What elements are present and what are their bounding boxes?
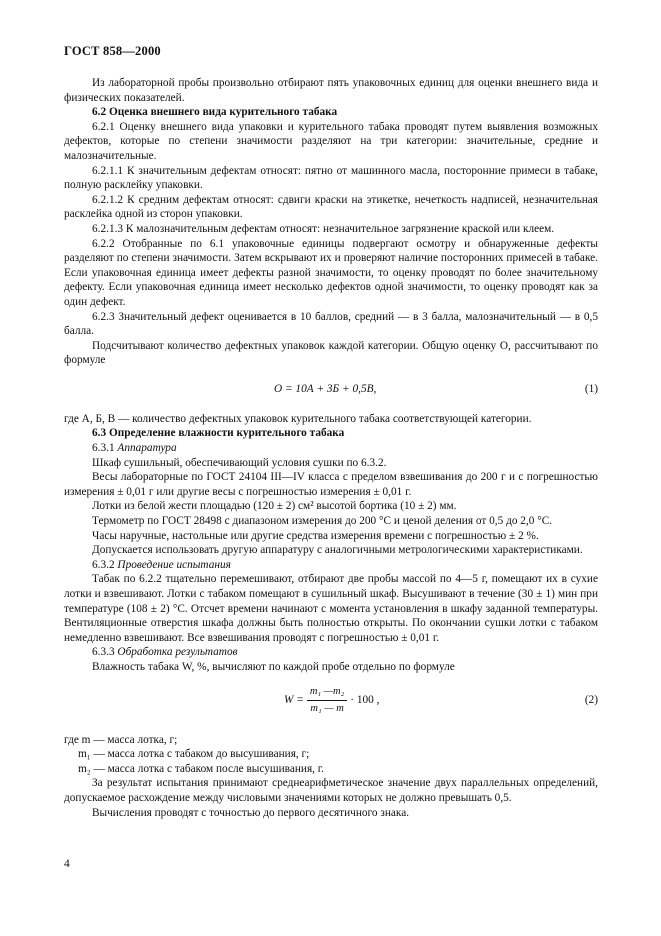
paragraph-procedure: Табак по 6.2.2 тщательно перемешивают, отбирают две пробы массой по 4—5 г, помещают их в сухие лотки и взвешивают. Лотки с табаком помещают в сушильный шкаф. Высушивают в течение (30 ± 1) мин при температуре (108 ± 2) °С. Отсчет времени начинают с момента установления в шкафу заданной температуры. Вентиляционные отверстия шкафа должны быть полностью открыты. По окончании сушки лотки с табаком немедленно взвешивают. Все взвешивания проводят с погрешностью ± 0,01 г.: [64, 573, 598, 644]
subsection-6-3-1-title: Аппаратура: [117, 442, 177, 455]
paragraph-calculation: Вычисления проводят с точностью до первого десятичного знака.: [92, 806, 410, 819]
formula-2-tail: · 100 ,: [350, 694, 380, 707]
paragraph-clock: Часы наручные, настольные или другие средства измерения времени с погрешностью ± 2 %.: [92, 529, 539, 542]
subsection-6-3-3-title: Обработка результатов: [117, 646, 238, 659]
subsection-6-3-3-number: 6.3.3: [92, 646, 115, 659]
paragraph-trays: Лотки из белой жести площадью (120 ± 2) см² высотой бортика (10 ± 2) мм.: [92, 500, 457, 513]
paragraph-6-2-1-2: 6.2.1.2 К средним дефектам относят: сдвиги краски на этикетке, нечеткость надписей, незначительная расклейка одной из сторон упаковки.: [64, 193, 598, 221]
where-m2: m₂ — масса лотка с табаком после высушивания, г.: [78, 762, 324, 775]
subsection-6-3-2-number: 6.3.2: [92, 558, 115, 571]
paragraph-moisture: Влажность табака W, %, вычисляют по каждой пробе отдельно по формуле: [92, 660, 455, 673]
paragraph-6-2-3: 6.2.3 Значительный дефект оценивается в 10 баллов, средний — в 3 балла, малозначительный — в 0,5 балла.: [64, 310, 598, 338]
subsection-6-3-2-title: Проведение испытания: [117, 558, 231, 571]
paragraph-scales: Весы лабораторные по ГОСТ 24104 III—IV класса с пределом взвешивания до 200 г и с погрешностью измерения ± 0,01 г или другие весы с погрешностью измерения ± 0,01 г.: [64, 471, 598, 498]
paragraph-count: Подсчитывают количество дефектных упаковок каждой категории. Общую оценку О, рассчитывают по формуле: [64, 339, 598, 367]
paragraph-alt-equipment: Допускается использовать другую аппаратуру с аналогичными метрологическими характеристиками.: [92, 544, 583, 557]
where-m: где m — масса лотка, г;: [64, 733, 178, 746]
paragraph-where-1: где А, Б, В — количество дефектных упаковок курительного табака соответствующей категории.: [64, 412, 532, 425]
paragraph-result: За результат испытания принимают среднеарифметическое значение двух параллельных определений, допускаемое расхождение между числовыми значениями которых не должно превышать 0,5.: [64, 777, 598, 804]
paragraph-6-2-1-1: 6.2.1.1 К значительным дефектам относят: пятно от машинного масла, посторонние примеси в табаке, полную расклейку упаковки.: [64, 164, 598, 192]
paragraph-6-2-1-3: 6.2.1.3 К малозначительным дефектам относят: незначительное загрязнение краской или клеем.: [92, 222, 555, 235]
formula-2: [64, 683, 598, 727]
document-body: [64, 76, 598, 820]
paragraph-thermometer: Термометр по ГОСТ 28498 с диапазоном измерения до 200 °С и ценой деления от 0,5 до 2,0 °С.: [92, 515, 553, 528]
page-number: 4: [64, 858, 70, 870]
formula-1: [64, 374, 598, 408]
subsection-6-3-1-number: 6.3.1: [92, 442, 115, 455]
subsection-6-3-2: [64, 558, 598, 573]
paragraph-sampling: Из лабораторной пробы произвольно отбирают пять упаковочных единиц для оценки внешнего вида и физических показателей.: [64, 77, 598, 104]
formula-2-number: (2): [584, 693, 598, 706]
page-header: ГОСТ 858—2000: [64, 44, 161, 58]
section-heading-6-3: 6.3 Определение влажности курительного табака: [92, 427, 345, 440]
formula-1-expression: О = 10А + 3Б + 0,5В,: [274, 382, 377, 395]
paragraph-6-2-1: 6.2.1 Оценку внешнего вида упаковки и курительного табака проводят путем выявления возможных дефектов, которые по степени значимости разделяют на три категории: значительные, средние и малозначительные.: [64, 120, 598, 162]
formula-1-number: (1): [584, 382, 598, 395]
where-m1: m₁ — масса лотка с табаком до высушивания, г;: [78, 748, 310, 761]
paragraph-6-2-2: 6.2.2 Отобранные по 6.1 упаковочные единицы подвергают осмотру и обнаруженные дефекты разделяют по степени значимости. Затем вскрывают их и проверяют наличие посторонних примесей в табаке. Если упаковочная единица имеет дефекты разной значимости, то оценку проводят по более значительному дефекту. Если упаковочная единица имеет несколько дефектов одной значимости, то оценку проводят как за один дефект.: [64, 237, 598, 308]
subsection-6-3-3: [64, 645, 598, 660]
subsection-6-3-1: [64, 441, 598, 456]
formula-2-lhs: W =: [284, 694, 304, 707]
paragraph-oven: Шкаф сушильный, обеспечивающий условия сушки по 6.3.2.: [92, 456, 387, 469]
formula-2-fraction: [307, 685, 347, 717]
formula-2-numerator: m₁ —m₂: [307, 685, 347, 702]
formula-2-denominator: m₁ — m: [310, 703, 344, 715]
section-heading-6-2: 6.2 Оценка внешнего вида курительного табака: [92, 106, 338, 119]
formula-2-expression: [284, 685, 379, 717]
